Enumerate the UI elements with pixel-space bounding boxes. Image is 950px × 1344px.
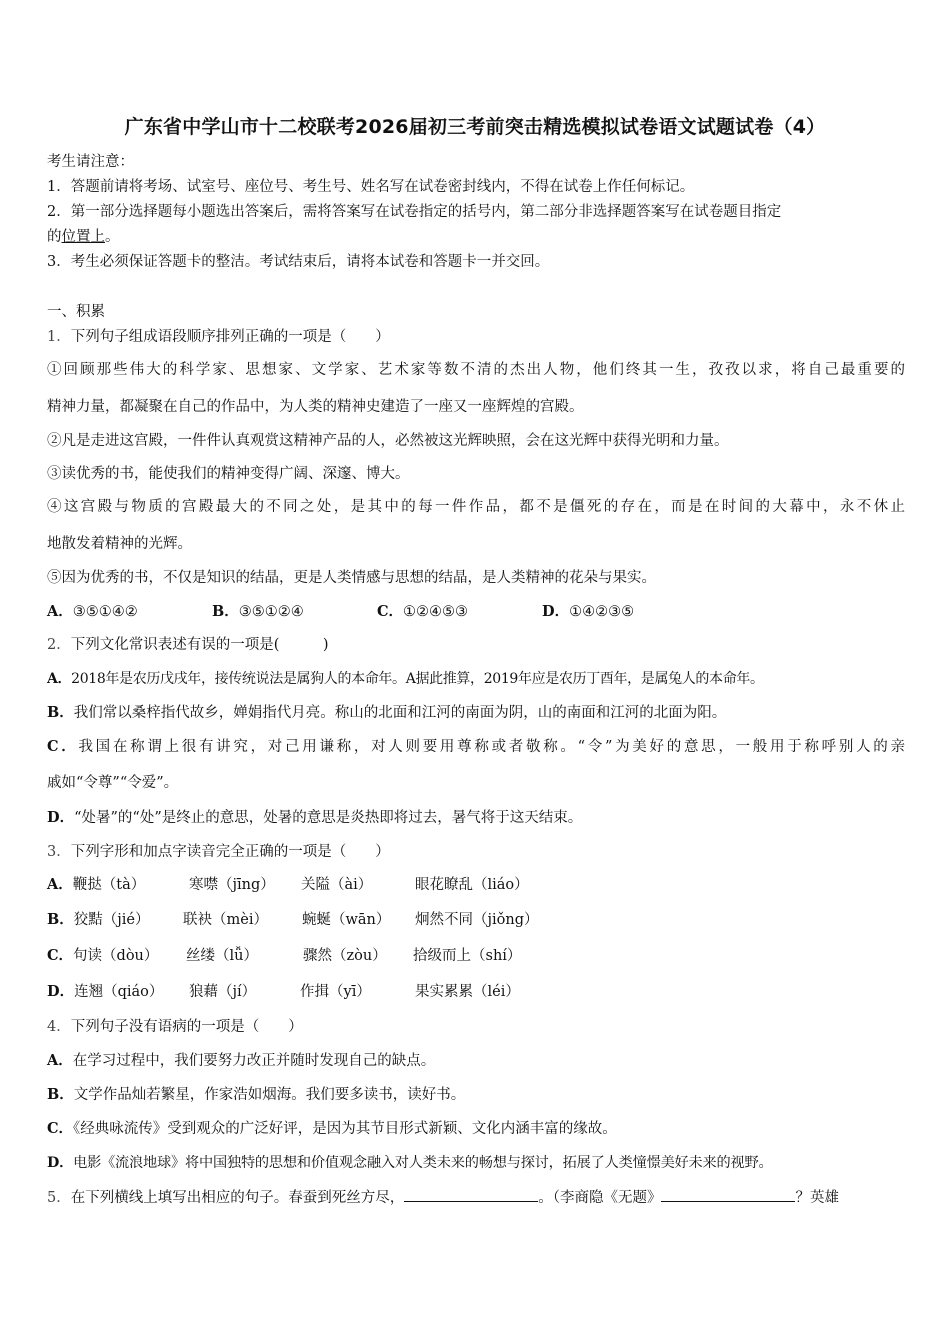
option-letter: C． <box>47 738 79 755</box>
section-heading: 一、积累 <box>47 304 105 320</box>
option-letter: C． <box>377 603 404 620</box>
q3-option-a[interactable] <box>47 875 145 895</box>
question-2-stem <box>47 635 329 655</box>
option-letter: D． <box>47 809 75 826</box>
word-item: 丝缕（lǚ） <box>186 948 258 964</box>
option-text: ①④②③⑤ <box>569 604 635 620</box>
option-letter: B． <box>47 911 74 928</box>
option-letter: C． <box>47 947 74 964</box>
q1-option-d[interactable] <box>542 602 634 622</box>
page-title: 广东省中学山市十二校联考2026届初三考前突击精选模拟试卷语文试题试卷（4） <box>124 116 826 138</box>
question-text: 下列句子组成语段顺序排列正确的一项是（ ） <box>70 329 390 345</box>
q3-option-c[interactable] <box>47 946 158 966</box>
option-text: 电影《流浪地球》将中国独特的思想和价值观念融入对人类未来的畅想与探讨，拓展了人类憧憬美好未来的视野。 <box>73 1155 773 1171</box>
option-text: “处暑”的“处”是终止的意思，处暑的意思是炎热即将过去，暑气将于这天结束。 <box>74 810 583 826</box>
question-1-stem <box>47 327 390 347</box>
question-3-stem <box>47 842 390 862</box>
word-item: 蜿蜒（wān） <box>302 912 391 928</box>
underlined-text: 位置上 <box>61 229 105 245</box>
q1-option-b[interactable] <box>212 602 304 622</box>
q2-option-b[interactable] <box>47 703 726 723</box>
option-text: ③⑤①④② <box>72 604 138 620</box>
option-letter: B． <box>47 1086 74 1103</box>
word-item: 关隘（ài） <box>301 877 373 893</box>
question-number: 4． <box>47 1019 71 1035</box>
question-text: 下列字形和加点字读音完全正确的一项是（ ） <box>70 844 390 860</box>
notice-text: 。 <box>105 229 120 245</box>
option-letter: D． <box>542 603 570 620</box>
question-text: 。（李商隐《无题》 <box>538 1190 662 1206</box>
question-text: 下列文化常识表述有误的一项是( ) <box>70 637 329 653</box>
word-item: 作揖（yī） <box>300 984 371 1000</box>
word-item: 句读（dòu） <box>73 948 159 964</box>
q1-sentence-1: ①回顾那些伟大的科学家、思想家、文学家、艺术家等数不清的杰出人物，他们终其一生，孜孜以求，将自己最重要的 <box>47 362 905 378</box>
option-letter: A． <box>47 876 73 893</box>
word-item: 果实累累（léi） <box>415 984 520 1000</box>
word-item: 寒噤（jīng） <box>189 877 275 893</box>
q2-option-c[interactable] <box>47 737 905 757</box>
q4-option-d[interactable] <box>47 1153 772 1173</box>
word-item: 狼藉（jí） <box>189 984 257 1000</box>
option-letter: A． <box>47 671 72 687</box>
question-text: 下列句子没有语病的一项是（ ） <box>70 1019 303 1035</box>
word-item: 骤然（zòu） <box>303 948 387 964</box>
q1-option-c[interactable] <box>377 602 468 622</box>
answer-blank[interactable] <box>661 1187 795 1202</box>
question-4-stem <box>47 1017 303 1037</box>
question-number: 5． <box>47 1190 71 1206</box>
q1-sentence-1-cont: 精神力量，都凝聚在自己的作品中，为人类的精神史建造了一座又一座辉煌的宫殿。 <box>47 399 584 415</box>
q3-option-d[interactable] <box>47 982 163 1002</box>
q1-sentence-2: ②凡是走进这宫殿，一件件认真观赏这精神产品的人，必然被这光辉映照，会在这光辉中获得光明和力量。 <box>47 433 729 449</box>
option-letter: C． <box>47 1120 74 1137</box>
q3-option-b[interactable] <box>47 910 149 930</box>
question-number: 1． <box>47 329 71 345</box>
q1-sentence-4-cont: 地散发着精神的光辉。 <box>47 536 192 552</box>
q4-option-c[interactable] <box>47 1119 617 1139</box>
word-item: 鞭挞（tà） <box>72 877 146 893</box>
q2-option-a[interactable] <box>47 669 764 689</box>
q2-option-c-cont: 戚如“令尊”“令爱”。 <box>47 775 179 791</box>
question-5-stem <box>47 1187 839 1208</box>
q4-option-b[interactable] <box>47 1085 465 1105</box>
option-text: ①②④⑤③ <box>403 604 469 620</box>
q1-option-a[interactable] <box>47 602 138 622</box>
notice-item-3: 3．考生必须保证答题卡的整洁。考试结束后，请将本试卷和答题卡一并交回。 <box>47 254 550 270</box>
q1-sentence-4: ④这宫殿与物质的宫殿最大的不同之处，是其中的每一件作品，都不是僵死的存在，而是在时间的大幕中，永不休止 <box>47 499 905 515</box>
word-item: 连翘（qiáo） <box>74 984 164 1000</box>
word-item: 拾级而上（shí） <box>413 948 522 964</box>
question-number: 2． <box>47 637 71 653</box>
option-text: ③⑤①②④ <box>238 604 304 620</box>
notice-heading: 考生请注意： <box>47 154 134 170</box>
notice-item-2-cont <box>47 227 120 247</box>
option-text: 在学习过程中，我们要努力改正并随时发现自己的缺点。 <box>72 1053 436 1069</box>
option-letter: B． <box>47 704 74 721</box>
q1-sentence-5: ⑤因为优秀的书，不仅是知识的结晶，更是人类情感与思想的结晶，是人类精神的花朵与果实。 <box>47 570 656 586</box>
option-letter: D． <box>47 1155 74 1171</box>
word-item: 狡黠（jié） <box>73 912 150 928</box>
answer-blank[interactable] <box>404 1187 538 1202</box>
question-text: 在下列横线上填写出相应的句子。春蚕到死丝方尽， <box>70 1190 405 1206</box>
question-number: 3． <box>47 844 71 860</box>
q2-option-d[interactable] <box>47 808 582 828</box>
word-item: 眼花瞭乱（liáo） <box>415 877 529 893</box>
option-letter: D． <box>47 983 75 1000</box>
notice-text: 的 <box>47 229 62 245</box>
notice-item-1: 1．答题前请将考场、试室号、座位号、考生号、姓名写在试卷密封线内，不得在试卷上作任何标记。 <box>47 179 695 195</box>
option-text: 《经典咏流传》受到观众的广泛好评，是因为其节目形式新颖、文化内涵丰富的缘故。 <box>73 1121 617 1137</box>
option-text: 我们常以桑梓指代故乡，婵娟指代月亮。称山的北面和江河的南面为阴，山的南面和江河的北面为阳。 <box>73 705 727 721</box>
question-text: ？英雄 <box>795 1190 839 1206</box>
option-letter: A． <box>47 1052 73 1069</box>
word-item: 联袂（mèi） <box>183 912 268 928</box>
option-text: 2018年是农历戊戌年，接传统说法是属狗人的本命年。A据此推算，2019年应是农历丁酉年，是属兔人的本命年。 <box>71 671 764 687</box>
q4-option-a[interactable] <box>47 1051 435 1071</box>
q1-sentence-3: ③读优秀的书，能使我们的精神变得广阔、深邃、博大。 <box>47 466 410 482</box>
option-text: 我国在称谓上很有讲究，对己用谦称，对人则要用尊称或者敬称。“令”为美好的意思，一般用于称呼别人的亲 <box>78 739 905 755</box>
option-letter: A． <box>47 603 73 620</box>
word-item: 炯然不同（jiǒng） <box>415 912 539 928</box>
option-letter: B． <box>212 603 239 620</box>
option-text: 文学作品灿若繁星，作家浩如烟海。我们要多读书，读好书。 <box>73 1087 466 1103</box>
notice-item-2: 2．第一部分选择题每小题选出答案后，需将答案写在试卷指定的括号内，第二部分非选择题答案写在试卷题目指定 <box>47 204 782 220</box>
